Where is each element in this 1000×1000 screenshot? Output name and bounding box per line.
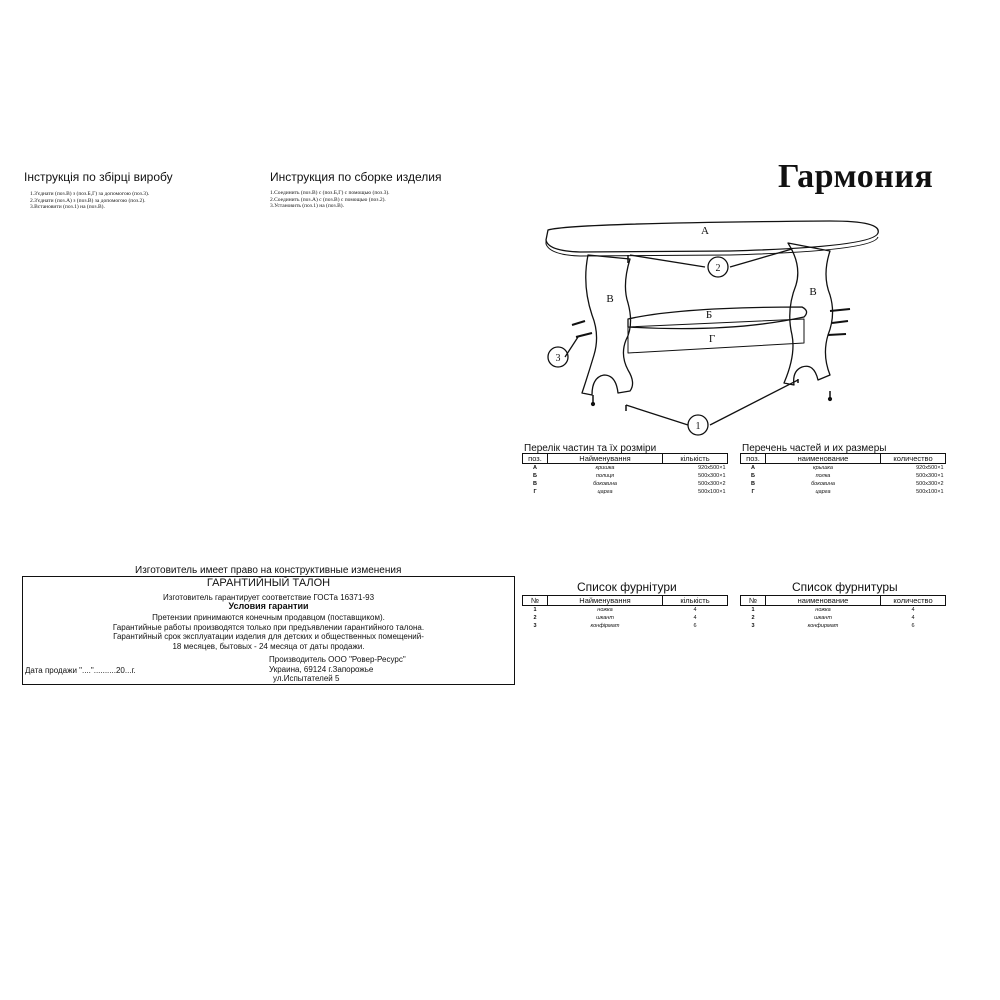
fittings-ua-title: Список фурнітури [577,580,677,594]
side-panel-left [582,255,633,395]
condition-line: Гарантийные работы производятся только при предъявлении гарантийного талона. [112,622,425,632]
warranty-note: Изготовитель имеет право на конструктивные изменения [135,565,402,576]
condition-line: Претензии принимаются конечным продавцом (поставщиком). [152,613,385,622]
fittings-ru-title: Список фурнитуры [792,580,898,594]
label-side-left: В [606,293,614,305]
parts-ua-table [522,453,728,496]
instructions-ua-steps [30,191,149,211]
col-header: наименование [766,454,881,464]
side-panel-right [784,243,833,385]
warranty-box [22,576,515,685]
warranty-conditions [23,613,514,651]
warranty-conditions-title: Условия гарантии [228,601,309,611]
assembly-diagram [530,215,890,440]
table-row: 2 шкант 4 [751,615,915,621]
table-row: 2 шкант 4 [533,615,697,621]
label-rail: Г [708,333,716,345]
table-row: 1 ножка 4 [533,607,697,613]
instruction-step: 1.З'єднати (поз.В) з (поз.Б,Г) за допомогою (поз.3). [30,191,150,197]
instruction-step: 2.З'єднати (поз.А) з (поз.В) за допомогою (поз.2). [30,197,146,204]
product-title: Гармония [778,158,934,195]
col-header: поз. [741,454,766,464]
tabletop-shape [546,221,878,252]
instruction-step: 1.Соединить (поз.В) с (поз.Б,Г) с помощью (поз.3). [270,190,390,196]
instruction-step: 2.Соединить (поз.А) с (поз.В) с помощью (поз.2). [270,196,386,203]
parts-ru-table [740,453,946,496]
table-row: А кришка 920х500×1 [533,465,726,471]
rail-shape [628,319,804,353]
col-header: Найменування [548,596,663,606]
callout-1: 1 [695,421,701,432]
instruction-step: 3.Встановити (поз.1) на (поз.В). [30,204,105,210]
table-row: А крышка 920х500×1 [751,465,944,471]
instruction-step: 3.Установить (поз.1) на (поз.В). [270,203,344,209]
label-side-right: В [809,286,817,298]
table-row: В боковина 500х300×2 [533,481,726,487]
callout-3: 3 [555,353,561,364]
instructions-ru-steps [270,190,390,210]
col-header: кількість [663,596,728,606]
condition-line: 18 месяцев, бытовых - 24 месяца от даты продажи. [172,641,365,651]
label-top: А [701,225,709,237]
condition-line: Гарантийный срок эксплуатации изделия для детских и общественных помещений- [113,632,424,641]
col-header: количество [881,596,946,606]
table-row: Г царга 500х100×1 [751,489,944,495]
fittings-ru-table [740,595,946,630]
warranty-producer [269,655,406,684]
table-row: Б полиця 500х300×1 [533,473,726,479]
table-row: Б полка 500х300×1 [751,473,944,479]
callout-2: 2 [715,263,721,274]
warranty-gost: Изготовитель гарантирует соответствие ГОСТа 16371-93 [162,593,375,602]
col-header: поз. [523,454,548,464]
col-header: № [523,596,548,606]
col-header: количество [881,454,946,464]
instructions-ua-heading: Інструкція по збірці виробу [24,170,173,184]
col-header: кількість [663,454,728,464]
producer-line: Производитель ООО "Ровер-Ресурс" [269,655,406,664]
instructions-ru-heading: Инструкция по сборке изделия [270,170,442,184]
parts-ua-title: Перелік частин та їх розміри [524,443,657,454]
producer-line: ул.Испытателей 5 [273,674,340,683]
col-header: № [741,596,766,606]
fittings-ua-table [522,595,728,630]
parts-ru-title: Перечень частей и их размеры [742,443,887,454]
label-shelf: Б [705,309,713,321]
sale-date: Дата продажи "...."..........20...г. [25,666,136,675]
col-header: наименование [766,596,881,606]
warranty-title: ГАРАНТИЙНЫЙ ТАЛОН [206,577,331,589]
table-row: 1 ножка 4 [751,607,915,613]
col-header: Найменування [548,454,663,464]
producer-line: Украина, 69124 г.Запорожье [269,664,374,674]
table-row: 3 конфірмат 6 [533,623,697,629]
table-row: В боковина 500х300×2 [751,481,944,487]
table-row: 3 конфирмат 6 [751,623,915,629]
table-row: Г царга 500х100×1 [533,489,726,495]
